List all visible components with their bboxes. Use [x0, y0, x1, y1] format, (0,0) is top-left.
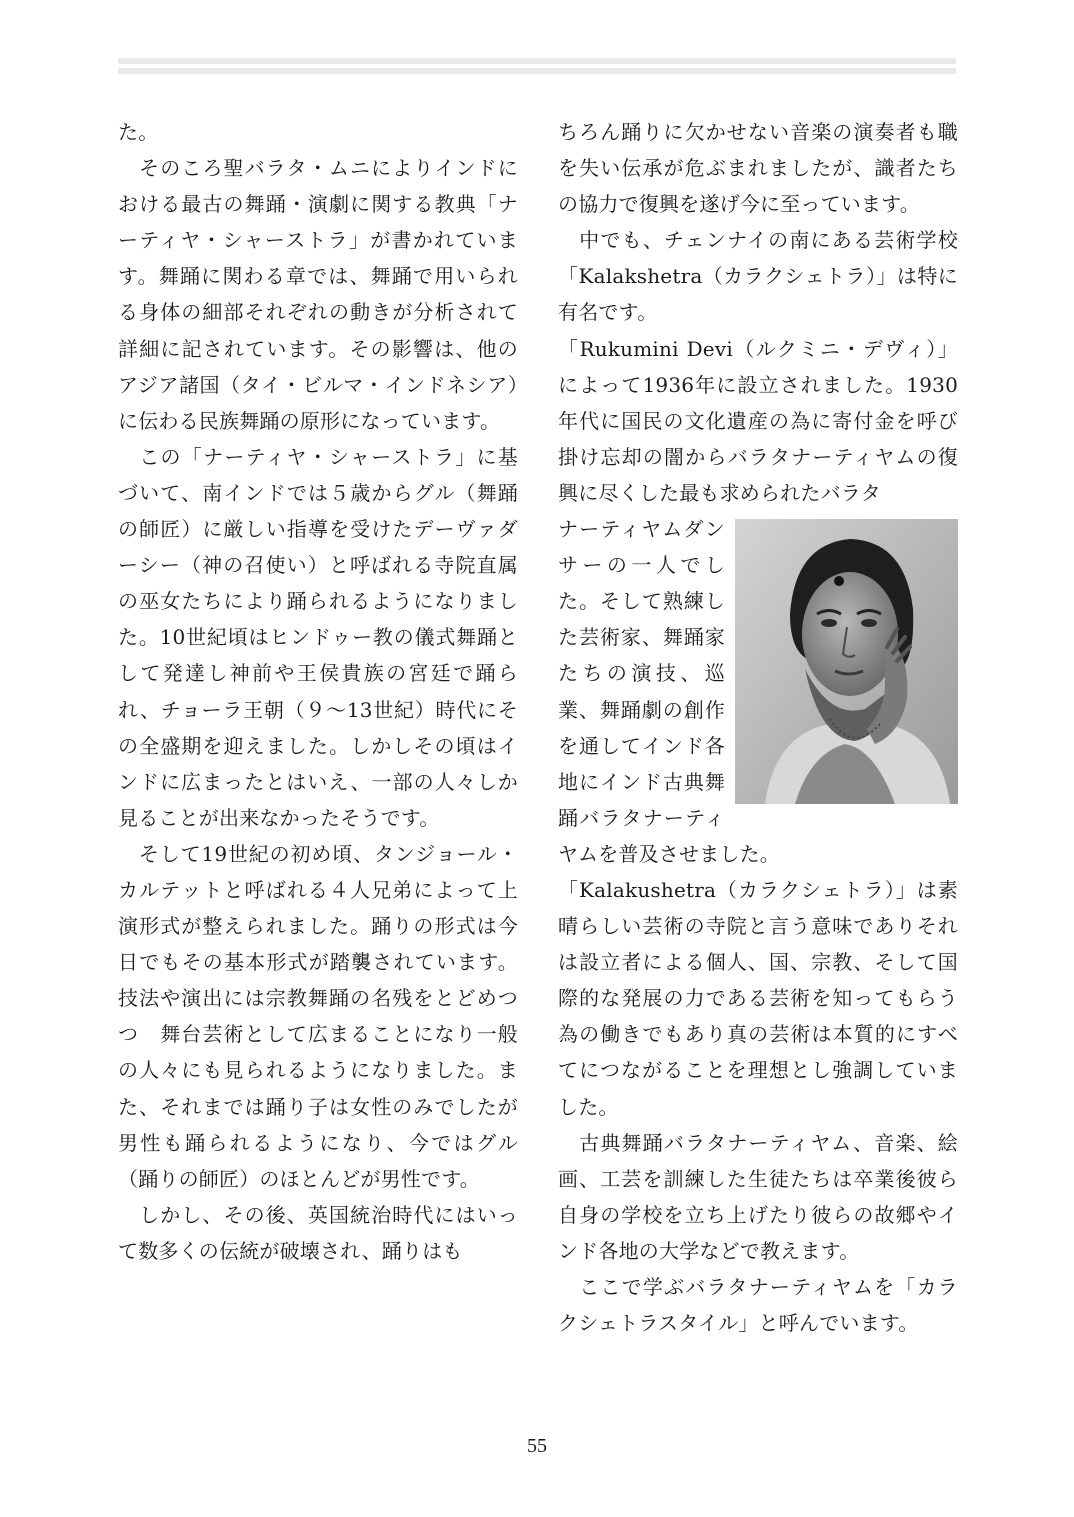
paragraph: ちろん踊りに欠かせない音楽の演奏者も職を失い伝承が危ぶまれましたが、識者たちの協力で復興を遂げ今に至っています。: [558, 120, 958, 217]
header-rule-top: [118, 58, 956, 64]
paragraph: た。: [118, 120, 159, 144]
right-column: [558, 114, 958, 1341]
paragraph: 中でも、チェンナイの南にある芸術学校「Kalakshetra（カラクシェトラ）」は特に有名です。: [558, 228, 958, 325]
paragraph: 「Kalakushetra（カラクシェトラ）」は素晴らしい芸術の寺院と言う意味でありそれは設立者による個人、国、宗教、そして国際的な発展の力である芸術を知ってもらう為の働きでもあり真の芸術は本質的にすべてにつながることを理想とし強調していました。: [558, 877, 958, 1119]
paragraph: ここで学ぶバラタナーティヤムを「カラクシェトラスタイル」と呼んでいます。: [558, 1275, 958, 1336]
left-column: [118, 114, 518, 1269]
paragraph: ナーティヤムダンサーの一人でした。そして熟練した芸術家、舞踊家たちの演技、巡業、舞踊劇の創作を通してインド各地にインド古典舞踊バラタナーティヤムを普及させました。: [558, 517, 780, 866]
paragraph: しかし、その後、英国統治時代にはいって数多くの伝統が破壊され、踊りはも: [118, 1202, 518, 1263]
paragraph: そのころ聖バラタ・ムニによりインドにおける最古の舞踊・演劇に関する教典「ナーティヤ・シャーストラ」が書かれています。舞踊に関わる章では、舞踊で用いられる身体の細部それぞれの動きが分析されて詳細に記されています。その影響は、他のアジア諸国（タイ・ビルマ・インドネシア）に伝わる民族舞踊の原形になっています。: [118, 156, 518, 433]
portrait-image: [735, 519, 958, 804]
page-number: 55: [527, 1435, 547, 1457]
header-rule-bottom: [118, 68, 956, 74]
portrait-photo: [735, 519, 958, 804]
paragraph: 「Rukumini Devi（ルクミニ・デヴィ）」によって1936年に設立されました。1930年代に国民の文化遺産の為に寄付金を呼び掛け忘却の闇からバラタナーティヤムの復興に尽くした最も求められたバラタ: [558, 336, 958, 505]
paragraph: この「ナーティヤ・シャーストラ」に基づいて、南インドでは５歳からグル（舞踊の師匠）に厳しい指導を受けたデーヴァダーシー（神の召使い）と呼ばれる寺院直属の巫女たちにより踊られるようになりました。10世紀頃はヒンドゥー教の儀式舞踊として発達し神前や王侯貴族の宮廷で踊られ、チョーラ王朝（９～13世紀）時代にその全盛期を迎えました。しかしその頃はインドに広まったとはいえ、一部の人々しか見ることが出来なかったそうです。: [118, 444, 518, 830]
paragraph: そして19世紀の初め頃、タンジョール・カルテットと呼ばれる４人兄弟によって上演形式が整えられました。踊りの形式は今日でもその基本形式が踏襲されています。技法や演出には宗教舞踊の名残をとどめつつ 舞台芸術として広まることになり一般の人々にも見られるようになりました。また、それまでは踊り子は女性のみでしたが男性も踊られるようになり、今ではグル（踊りの師匠）のほとんどが男性です。: [118, 841, 518, 1191]
header-rules: [118, 58, 956, 74]
paragraph: 古典舞踊バラタナーティヤム、音楽、絵画、工芸を訓練した生徒たちは卒業後彼ら自身の学校を立ち上げたり彼らの故郷やインド各地の大学などで教えます。: [558, 1130, 958, 1263]
